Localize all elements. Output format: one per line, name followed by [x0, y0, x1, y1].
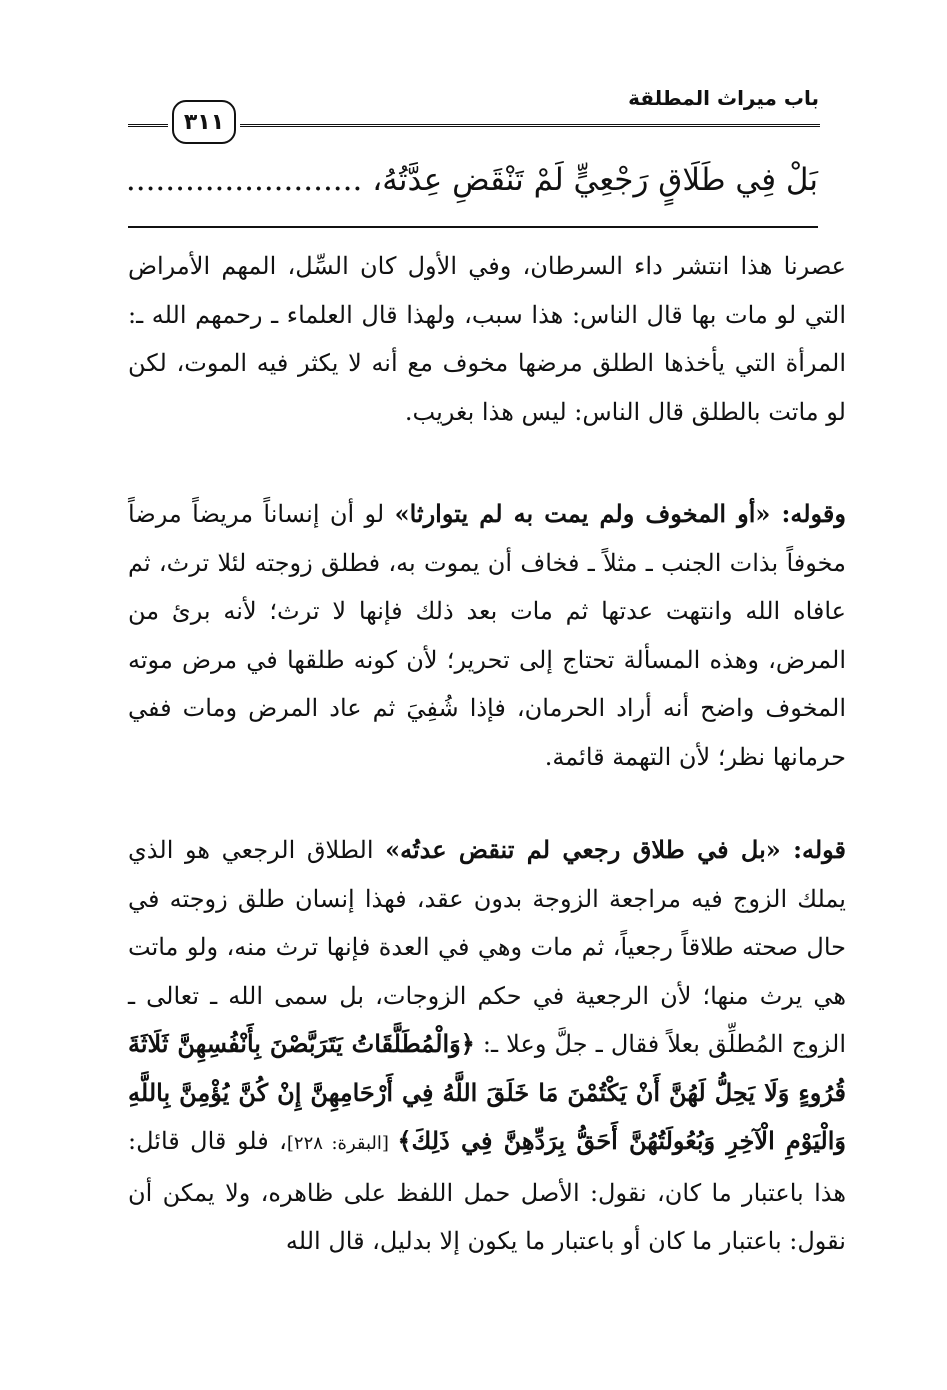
chapter-title: باب ميراث المطلقة	[628, 86, 819, 110]
quoted-matn-phrase: قوله: «بل في طلاق رجعي لم تنقض عدتُه»	[385, 835, 847, 864]
header-rule-left	[128, 124, 168, 127]
commentary-paragraph-1: عصرنا هذا انتشر داء السرطان، وفي الأول كان السِّل، المهم الأمراض التي لو مات بها قال الناس: هذا سبب، ولهذا قال العلماء ـ رحمهم الله ـ: المرأة التي يأخذها الطلق مرضها مخوف مع أنه لا يكثر فيه الموت، لكن لو ماتت بالطلق قال الناس: ليس هذا بغريب.	[128, 252, 846, 426]
verse-reference: [البقرة: ٢٢٨]	[286, 1133, 398, 1154]
matn-line: بَلْ فِي طَلَاقٍ رَجْعِيٍّ لَمْ تَنْقَضِ عِدَّتُهُ، ........................	[125, 162, 818, 198]
quoted-matn-phrase: وقوله: «أو المخوف ولم يمت به لم يتوارثا»	[394, 499, 846, 528]
page-number: ٣١١	[172, 100, 236, 144]
commentary-paragraph-2	[128, 490, 846, 781]
commentary-paragraph-3	[128, 826, 846, 1266]
matn-divider	[128, 226, 818, 228]
paragraph-body: الطلاق الرجعي هو الذي يملك الزوج فيه مراجعة الزوجة بدون عقد، فهذا إنسان طلق زوجته في حال صحته طلاقاً رجعياً، ثم مات وهي في العدة فإنها ترث منه، ولو ماتت هي يرث منها؛ لأن الرجعية في حكم الزوجات، بل سمى الله ـ تعالى ـ الزوج المُطلِّق بعلاً فقال ـ جلَّ وعلا ـ:	[128, 836, 847, 1058]
header-rule-right	[240, 124, 820, 127]
paragraph-body: لو أن إنساناً مريضاً مرضاً مخوفاً بذات الجنب ـ مثلاً ـ فخاف أن يموت به، فطلق زوجته لئلا ترث، ثم عافاه الله وانتهت عدتها ثم مات بعد ذلك فإنها لا ترث؛ لأنه برئ من المرض، وهذه المسألة تحتاج إلى تحرير؛ لأن كونه طلقها في مرض موته المخوف واضح أنه أراد الحرمان، فإذا شُفِيَ ثم عاد المرض ومات ففي حرمانها نظر؛ لأن التهمة قائمة.	[128, 500, 846, 771]
quran-verse: ﴿وَالْمُطَلَّقَاتُ يَتَرَبَّصْنَ بِأَنْفُسِهِنَّ ثَلَاثَةَ قُرُوءٍ وَلَا يَحِلُّ لَهُنَّ أَنْ يَكْتُمْنَ مَا خَلَقَ اللَّهُ فِي أَرْحَامِهِنَّ إِنْ كُنَّ يُؤْمِنَّ بِاللَّهِ وَالْيَوْمِ الْآخِرِ وَبُعُولَتُهُنَّ أَحَقُّ بِرَدِّهِنَّ فِي ذَلِكَ﴾	[128, 1029, 847, 1155]
paragraph-body-tail: ، فلو قال قائل: هذا باعتبار ما كان، نقول: الأصل حمل اللفظ على ظاهره، ولا يمكن أن نقول: باعتبار ما كان أو باعتبار ما يكون إلا بدليل، قال الله	[128, 1127, 846, 1255]
